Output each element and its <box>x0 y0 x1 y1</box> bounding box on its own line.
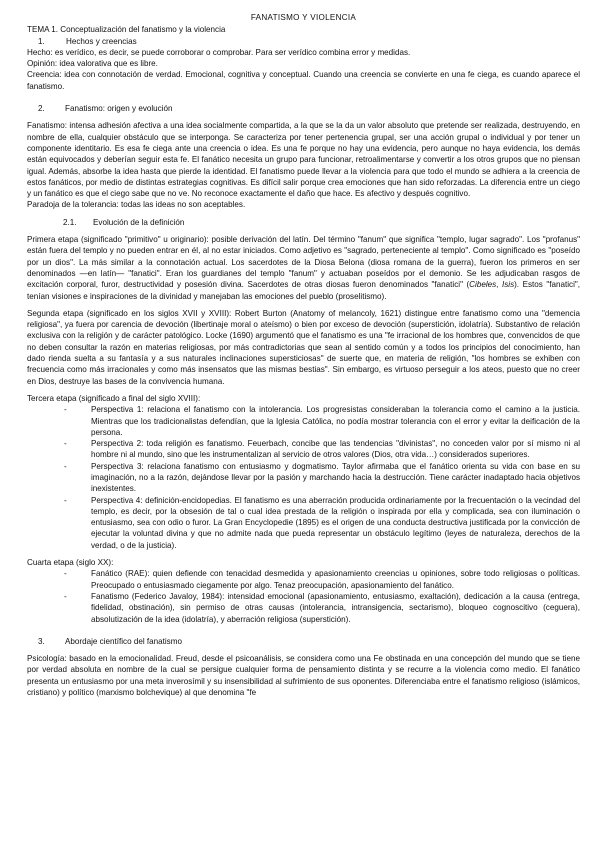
cibeles-text: Cibeles <box>469 280 497 290</box>
fanatismo-paragraph: Fanatismo: intensa adhesión afectiva a una idea socialmente compartida, a la que se la da un valor absoluto que pretende ser realizada, destruyendo, en nombre de ella, cualquier obstáculo que se interponga. Se caracteriza por tener pertenencia grupal, ser una acción grupal o individual y por tener un componente identitario. Es esa fe ciega ante una creencia o idea. Es una fe porque no hay una evidencia, pero aunque no haya evidencia, los demás están equivocados y deberían seguir esta fe. El fanático necesita un grupo para funcionar, retroalimentarse y convertir a los otros grupos que no piensan igual. Además, absorbe la idea hasta que pierde la identidad. El fanatismo puede llevar a la violencia para que todo el mundo se adhiera a la creencia de estos fanáticos, por medio de distintas estrategias cognitivas. Es difícil salir porque crea emociones que han sido reforzadas. La diferencia entre un ciego y un fanático es que el ciego sabe que no ve. No reconoce exactamente el daño que hace. Es afectivo y después cognitivo. <box>27 121 580 199</box>
psicologia-paragraph: Psicología: basado en la emocionalidad. Freud, desde el psicoanálisis, se considera como una Fe obstinada en una concepción del mundo que se tiene por verdad absoluta en nombre de la cual se persigue cualquier forma de pensamiento distinta y se recurre a la violencia como medio. El fanático presenta un entusiasmo por una meta inverosímil y su insensibilidad al sufrimiento de sus oponentes. Diferenciaba entre el fanatismo religioso (islámicos, cristiano) y político (marxismo bolchevique) al que denomina "fe <box>27 654 580 698</box>
list-item: - Perspectiva 1: relaciona el fanatismo con la intolerancia. Los progresistas consideraban la tolerancia como el camino a la justicia. Mientras que los tradicionalistas defendían, que la Iglesia Católica, no podía mostrar tolerancia con el error y evitar la deificación de la persona. <box>64 405 580 437</box>
dash-bullet: - <box>64 495 67 505</box>
paradoja-paragraph: Paradoja de la tolerancia: todas las ideas no son aceptables. <box>27 200 246 210</box>
dash-bullet: - <box>64 461 67 471</box>
list-item: - Perspectiva 4: definición-encidopedias. El fanatismo es una aberración producida ordinariamente por la frecuentación o la vecindad del templo, es decir, por la obsesión de tal o cual idea prestada de la religión o inspirada por ella y complicada, sea con iluminación o entusiasmo, sea con odio o furor. La Gran Encyclopedie (1895) es el origen de una conducta destructiva justificada por la convicción de ejecutar la voluntad divina y que no admite nada que pueda representar un obstáculo legítimo (leyes de naturaleza, derechos de la verdad, o de la justicia). <box>64 495 580 550</box>
list-item: - Fanatismo (Federico Javaloy, 1984): intensidad emocional (apasionamiento, entusiasmo, exaltación), dedicación a la causa (entrega, fidelidad, obstinación), sin permiso de otras causas (intolerancia, intransigencia, sectarismo), bloqueo cognoscitivo (ceguera), absolutización de la idea (idolatría), y aberración religiosa (superstición). <box>64 591 580 624</box>
tercera-etapa-heading: Tercera etapa (significado a final del siglo XVIII): <box>27 393 201 403</box>
section-2-1-heading <box>63 217 580 228</box>
section-2-1-number: 2.1. <box>63 217 77 227</box>
section-3-number: 3. <box>38 636 45 646</box>
segunda-etapa-paragraph: Segunda etapa (significado en los siglos XVII y XVIII): Robert Burton (Anatomy of melancoly, 1621) distingue entre fanatismo como una "demencia religiosa", ya fuera por carencia de devoción (libertinaje moral o ateísmo) o bien por exceso de devoción (superstición, idolatría). Substantivo de relación exclusiva con la religión y de carácter patológico. Locke (1690) argumentó que el fanatismo es una "fe irracional de los hombres que, convencidos de que no deben consultar la razón en materias religiosas, por más contradictorias que sean al sentido común y a todos los principios del conocimiento, han dado rienda suelta a su fantasía y a sus naturales inclinaciones supersticiosas" de suerte que, en materia de religión, "los hombres se exhiben con frecuencia como más irracionales y como más insensatos que las mismas bestias". Sin embargo, es virtuoso perseguir a los ateos, puesto que no creer en Dios, destruye las bases de la convivencia humana. <box>27 308 580 386</box>
dash-bullet: - <box>64 569 67 579</box>
list-item: - Fanático (RAE): quien defiende con tenacidad desmedida y apasionamiento creencias u opiniones, sobre todo religiosas o políticas. Preocupado o entusiasmado ciegamente por algo. Tenaz preocupación, apasionamiento del fanático. <box>64 569 580 590</box>
hecho-definition: Hecho: es verídico, es decir, se puede corroborar o comprobar. Para ser verídico combina error y medidas. <box>27 47 411 57</box>
section-3-title: Abordaje científico del fanatismo <box>65 636 182 646</box>
cuarta-etapa-heading: Cuarta etapa (siglo XX): <box>27 558 114 568</box>
tema-heading: TEMA 1. Conceptualización del fanatismo y la violencia <box>27 25 226 35</box>
dash-bullet: - <box>64 439 67 449</box>
tercera-etapa-list <box>27 404 580 551</box>
list-item: - Perspectiva 2: toda religión es fanatismo. Feuerbach, concibe que las tendencias "divinistas", no conceden valor por sí mismo ni al hombre ni al mundo, sino que les instrumentalizan al servicio de otros valores (Dios, otra vida…) considerados superiores. <box>64 439 580 460</box>
section-2-1-title: Evolución de la definición <box>93 217 185 227</box>
section-2-title: Fanatismo: origen y evolución <box>65 104 173 114</box>
section-2-number: 2. <box>38 104 45 114</box>
section-2-heading <box>38 103 580 114</box>
opinion-definition: Opinión: idea valorativa que es libre. <box>27 59 158 69</box>
list-item: - Perspectiva 3: relaciona fanatismo con entusiasmo y dogmatismo. Taylor afirmaba que el fanático orienta su vida con base en su imaginación, no a la razón, dejándose llevar por la pasión y marchando hacia la destrucción. Tiene carácter inadaptado hacia objetivos inexistentes. <box>64 461 580 494</box>
creencia-definition: Creencia: idea con connotación de verdad. Emocional, cognitiva y conceptual. Cuando una creencia se convierte en una fe ciega, es cuando aparece el fanatismo. <box>27 70 580 91</box>
section-1-heading <box>38 36 580 47</box>
primera-etapa-paragraph: Primera etapa (significado "primitivo" u originario): posible derivación del latín. Del término "fanum" que significa "templo, lugar sagrado". Los "profanus" están fuera del templo y no pueden entrar en él, al no estar iniciados. Como adjetivo es "sagrado, perteneciente al templo". Como significado es "poseído por un dios". La más similar a la connotación actual. Los sacerdotes de la Diosa Belona (diosa romana de la guerra), fueron los primeros en ser denominados —en latín— "fanatici". Eran los guardianes del templo "fanum" y actuaban poseídos por el demonio. Se les adjudicaban rasgos de excitación corporal, furor, destructividad y posesión divina. Sacerdotes de otras diosas fueron denominados "fanatici" (Cibeles, Isis). Estos "fanatici", tenían visiones e inspiraciones de la divinidad y manejaban las emociones del pueblo (proselitismo). <box>27 235 581 301</box>
document-title: FANATISMO Y VIOLENCIA <box>250 13 357 22</box>
cuarta-etapa-list <box>27 568 580 624</box>
isis-text: Isis <box>501 280 515 290</box>
section-3-heading <box>38 636 580 647</box>
dash-bullet: - <box>64 591 67 601</box>
dash-bullet: - <box>64 405 67 415</box>
section-1-title: Hechos y creencias <box>66 36 137 46</box>
section-1-number: 1. <box>38 36 45 46</box>
